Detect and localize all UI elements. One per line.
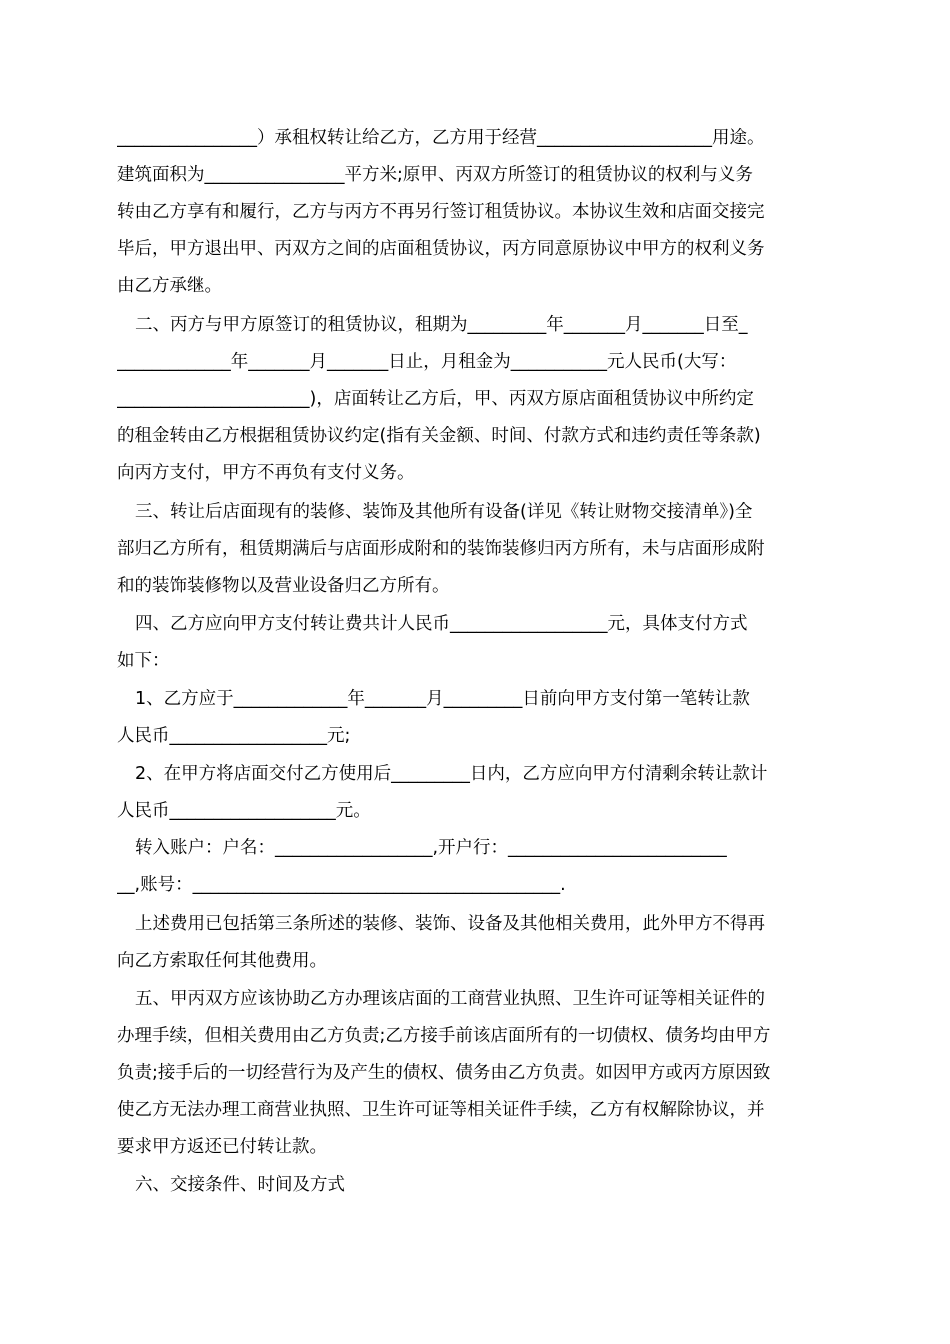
text-line: ________________）承租权转让给乙方，乙方用于经营____________________用途。: [117, 128, 765, 148]
text-line: 要求甲方返还已付转让款。: [117, 1137, 327, 1157]
text-line: 建筑面积为________________平方米;原甲、丙双方所签订的租赁协议的权利与义务: [117, 165, 753, 185]
text-line: 人民币___________________元。: [117, 801, 371, 821]
text-line: 负责;接手后的一切经营行为及产生的债权、债务由乙方负责。如因甲方或丙方原因致: [117, 1063, 771, 1083]
text-line: 使乙方无法办理工商营业执照、卫生许可证等相关证件手续，乙方有权解除协议，并: [117, 1100, 765, 1120]
text-line: 人民币__________________元;: [117, 726, 351, 746]
section-4-heading-line: 四、乙方应向甲方支付转让费共计人民币__________________元，具体支付方式: [135, 614, 748, 634]
text-line: _____________年_______月_______日止，月租金为___________元人民币(大写：: [117, 352, 737, 372]
account-line: 转入账户：户名：__________________,开户行：_________________________: [135, 838, 727, 858]
section-6-heading-line: 六、交接条件、时间及方式: [135, 1175, 345, 1195]
text-line: 的租金转由乙方根据租赁协议约定(指有关金额、时间、付款方式和违约责任等条款): [117, 426, 761, 446]
section-2-heading-line: 二、丙方与甲方原签订的租赁协议，租期为_________年_______月_______日至_: [135, 315, 748, 335]
text-line: 向乙方索取任何其他费用。: [117, 951, 327, 971]
text-line: 毕后，甲方退出甲、丙双方之间的店面租赁协议，丙方同意原协议中甲方的权利义务: [117, 239, 765, 259]
clause-1-line: 1、乙方应于_____________年_______月_________日前向甲方支付第一笔转让款: [135, 689, 750, 709]
fees-note-line: 上述费用已包括第三条所述的装修、装饰、设备及其他相关费用，此外甲方不得再: [135, 914, 765, 934]
text-line: 如下：: [117, 651, 170, 671]
text-line: 由乙方承继。: [117, 276, 222, 296]
text-line: ______________________)，店面转让乙方后，甲、丙双方原店面租赁协议中所约定: [117, 389, 754, 409]
section-3-heading-line: 三、转让后店面现有的装修、装饰及其他所有设备(详见《转让财物交接清单》)全: [135, 502, 753, 522]
text-line: 和的装饰装修物以及营业设备归乙方所有。: [117, 576, 450, 596]
clause-2-line: 2、在甲方将店面交付乙方使用后_________日内，乙方应向甲方付清剩余转让款计: [135, 764, 768, 784]
text-line: 部归乙方所有，租赁期满后与店面形成附和的装饰装修归丙方所有，未与店面形成附: [117, 539, 765, 559]
text-line: 转由乙方享有和履行，乙方与丙方不再另行签订租赁协议。本协议生效和店面交接完: [117, 202, 765, 222]
text-line: 向丙方支付，甲方不再负有支付义务。: [117, 463, 415, 483]
section-5-heading-line: 五、甲丙双方应该协助乙方办理该店面的工商营业执照、卫生许可证等相关证件的: [135, 989, 765, 1009]
text-line: __,账号：__________________________________________.: [117, 875, 566, 895]
text-line: 办理手续，但相关费用由乙方负责;乙方接手前该店面所有的一切债权、债务均由甲方: [117, 1026, 771, 1046]
